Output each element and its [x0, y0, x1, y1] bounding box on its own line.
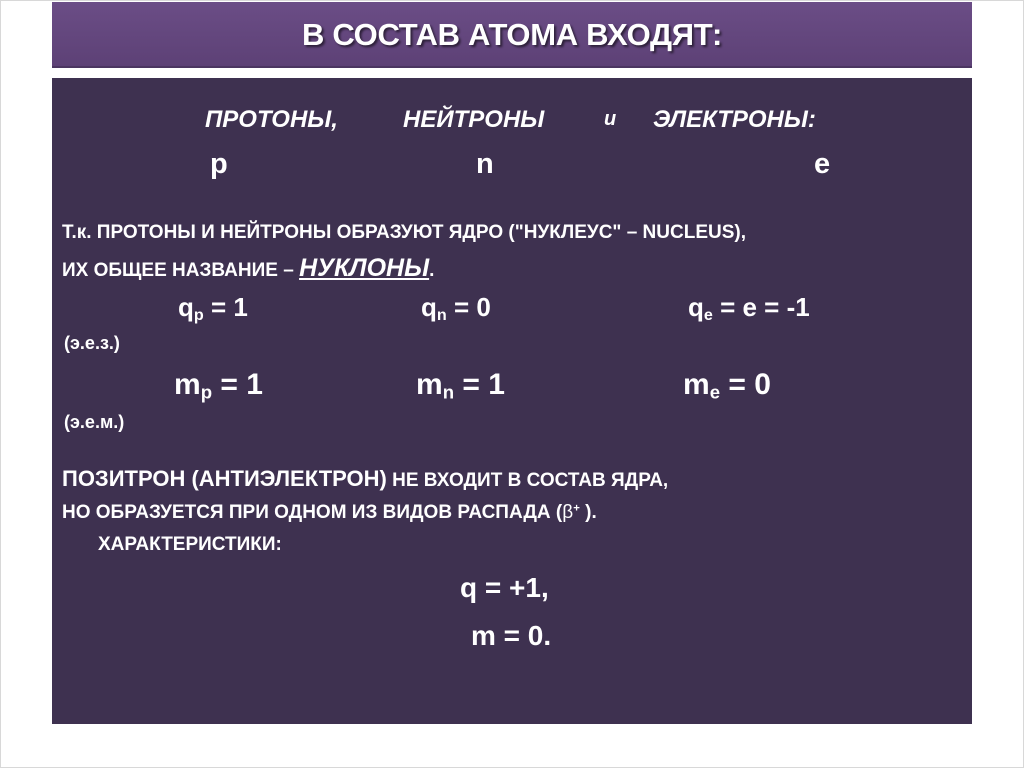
- positron-text-1: НЕ ВХОДИТ В СОСТАВ ЯДРА,: [386, 470, 669, 491]
- nucleus-explanation: Т.к. ПРОТОНЫ И НЕЙТРОНЫ ОБРАЗУЮТ ЯДРО ("НУКЛЕУС" – NUCLEUS),: [62, 222, 746, 243]
- nucleons-term: НУКЛОНЫ: [299, 254, 430, 282]
- common-name-prefix: ИХ ОБЩЕЕ НАЗВАНИЕ –: [62, 260, 294, 281]
- proton-charge: $q_p = 1$: [178, 292, 248, 325]
- beta-symbol: β: [562, 502, 574, 523]
- charge-unit: (э.е.з.): [64, 333, 120, 353]
- common-name-line: [62, 254, 434, 283]
- neutron-charge: $q_n = 0$: [421, 292, 491, 325]
- positron-line-1: [62, 466, 668, 492]
- proton-symbol: p: [210, 148, 228, 180]
- positron-charge: q = +1,: [460, 572, 549, 603]
- neutron-symbol: n: [476, 148, 494, 180]
- electrons-label: ЭЛЕКТРОНЫ:: [653, 106, 816, 133]
- protons-label: ПРОТОНЫ,: [205, 106, 338, 133]
- neutrons-label: НЕЙТРОНЫ: [403, 106, 545, 133]
- slide-content: [52, 78, 972, 724]
- common-name-suffix: .: [429, 260, 435, 281]
- positron-name: ПОЗИТРОН (АНТИЭЛЕКТРОН): [62, 466, 387, 491]
- slide-title: В СОСТАВ АТОМА ВХОДЯТ:: [301, 17, 723, 52]
- title-bar: [52, 2, 972, 68]
- characteristics-label: ХАРАКТЕРИСТИКИ:: [98, 534, 282, 555]
- proton-mass: $m_p = 1$: [174, 368, 263, 403]
- beta-plus: +: [573, 502, 580, 515]
- neutron-mass: $m_n = 1$: [416, 368, 505, 403]
- and-label: и: [604, 108, 617, 130]
- electron-symbol: e: [814, 148, 831, 180]
- positron-mass: m = 0.: [471, 620, 552, 651]
- mass-unit: (э.е.м.): [64, 412, 125, 432]
- electron-mass: $m_e = 0$: [683, 368, 771, 403]
- electron-charge: $q_e = e = -1$: [688, 292, 810, 325]
- positron-line-2: НО ОБРАЗУЕТСЯ ПРИ ОДНОМ ИЗ ВИДОВ РАСПАДА (β+ ).: [62, 502, 597, 523]
